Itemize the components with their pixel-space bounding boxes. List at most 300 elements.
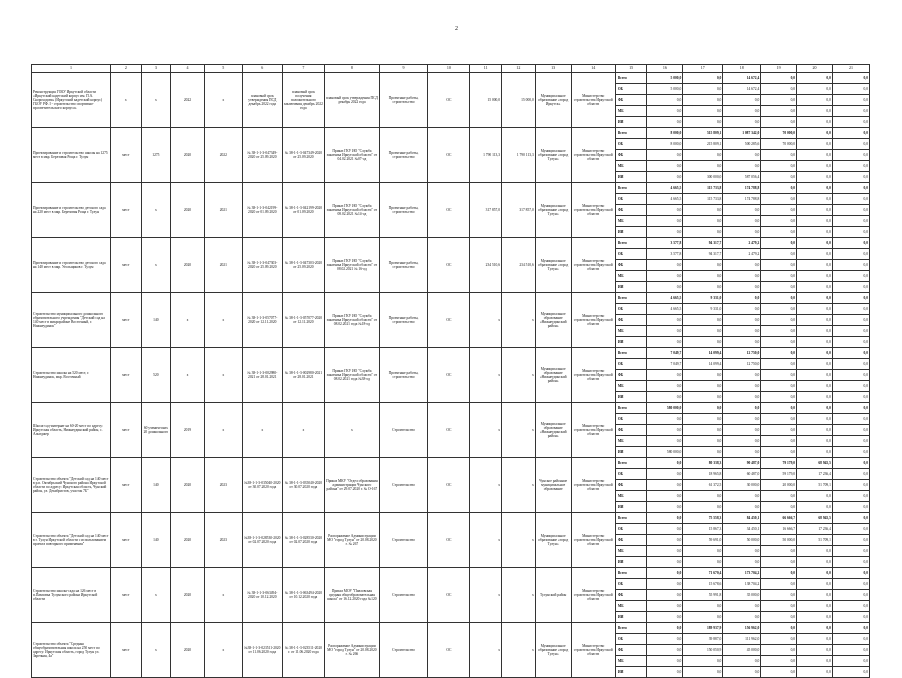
amount-cell: 0,0 [832, 623, 869, 634]
amount-cell: 0,0 [832, 282, 869, 293]
amount-cell: 9 331,0 [683, 304, 723, 315]
work-type-cell: Строительство [379, 623, 427, 678]
table-row [32, 348, 870, 359]
customer-cell: Муниципальное образование «город Иркутск» [535, 73, 571, 128]
amount-cell: 0,0 [797, 436, 833, 447]
amount-cell: 15 867,3 [683, 524, 723, 535]
amount-cell: 0,0 [761, 315, 797, 326]
amount-cell: 0,0 [832, 183, 869, 194]
amount-cell: 0,0 [723, 271, 761, 282]
funding-source-cell: МБ [615, 161, 647, 172]
column-number-cell: 18 [723, 65, 761, 73]
grbs-cell: Министерство строительства Иркутской области [571, 513, 615, 568]
amount-cell: 0,0 [683, 392, 723, 403]
funding-source-cell: МБ [615, 491, 647, 502]
column-number-cell: 4 [171, 65, 205, 73]
amount-cell: 17 236,4 [797, 524, 833, 535]
decision-cell: Приказ ГКУ ИО "Служба заказчика Иркутской области" от 08.02.2021 года №18-од [324, 293, 379, 348]
column-number-cell: 7 [282, 65, 324, 73]
amount-cell: 0,0 [761, 579, 797, 590]
amount-cell: 0,0 [797, 260, 833, 271]
amount-cell: 0,0 [647, 502, 683, 513]
amount-cell: 0,0 [761, 601, 797, 612]
estimated-cost-cell: 1 790 113,3 [470, 128, 502, 183]
amount-cell: 0,0 [723, 260, 761, 271]
unit-cell: мест [111, 348, 142, 403]
amount-cell: 0,0 [761, 667, 797, 678]
amount-cell: 0,0 [797, 249, 833, 260]
amount-cell: 0,0 [761, 359, 797, 370]
funding-source-cell: Всего [615, 568, 647, 579]
end-year-cell: 2021 [204, 238, 242, 293]
amount-cell: 0,0 [797, 293, 833, 304]
column-number-cell: 5 [204, 65, 242, 73]
amount-cell: 0,0 [723, 95, 761, 106]
cost-cell: x [502, 568, 536, 623]
amount-cell: 0,0 [832, 425, 869, 436]
column-number-cell: 3 [141, 65, 171, 73]
funding-source-cell: ФБ [615, 535, 647, 546]
customer-cell: Муниципальное образование «город Тулун» [535, 238, 571, 293]
amount-cell: 5 000,0 [647, 84, 683, 95]
funding-source-cell: Всего [615, 128, 647, 139]
form-cell: ОС [428, 293, 470, 348]
amount-cell: 0,0 [647, 271, 683, 282]
funding-source-cell: МБ [615, 601, 647, 612]
amount-cell: 0,0 [761, 117, 797, 128]
amount-cell: 20 000,0 [761, 480, 797, 491]
amount-cell: 0,0 [647, 557, 683, 568]
column-number-cell: 11 [470, 65, 502, 73]
amount-cell: 0,0 [761, 546, 797, 557]
expertise-cell: № 38-1-1-3-057077-2020 от 12.11.2020 [242, 293, 282, 348]
amount-cell: 0,0 [832, 205, 869, 216]
amount-cell: 0,0 [723, 106, 761, 117]
work-type-cell: Проектные работы, строительство [379, 348, 427, 403]
investment-projects-table [31, 64, 870, 678]
amount-cell: 0,0 [647, 645, 683, 656]
amount-cell: 0,0 [761, 623, 797, 634]
project-name-cell: Реконструкция ГОБУ Иркутской области «Иркутский кадетский корпус им. П.А. Скороходова» (Иркутский кадетский корпус) ГБОУ РФ. I - строительство спортивно-просветительского корпуса» [32, 73, 111, 128]
amount-cell: 0,0 [723, 436, 761, 447]
amount-cell: 0,0 [683, 326, 723, 337]
cost-cell: x [502, 458, 536, 513]
amount-cell: 0,0 [647, 392, 683, 403]
grbs-cell: Министерство строительства Иркутской области [571, 293, 615, 348]
amount-cell: 0,0 [761, 172, 797, 183]
amount-cell: 0,0 [797, 227, 833, 238]
amount-cell: 80 338,3 [683, 458, 723, 469]
amount-cell: 0,0 [761, 194, 797, 205]
amount-cell: 0,0 [761, 348, 797, 359]
amount-cell: 0,0 [723, 392, 761, 403]
column-number-cell: 15 [615, 65, 647, 73]
column-number-row [32, 65, 870, 73]
amount-cell: 500 285,6 [723, 139, 761, 150]
amount-cell: 0,0 [797, 128, 833, 139]
amount-cell: 59 691,0 [683, 535, 723, 546]
funding-source-cell: ОБ [615, 524, 647, 535]
amount-cell: 0,0 [797, 216, 833, 227]
expertise-cell: плановый срок утверждения ПСД декабрь 2022 года [242, 73, 282, 128]
amount-cell: 0,0 [797, 546, 833, 557]
amount-cell: 0,0 [797, 205, 833, 216]
amount-cell: 5 000,0 [647, 73, 683, 84]
amount-cell: 0,0 [647, 469, 683, 480]
amount-cell: 14 099,4 [683, 359, 723, 370]
amount-cell: 0,0 [832, 326, 869, 337]
funding-source-cell: МБ [615, 326, 647, 337]
amount-cell: 12 750,0 [723, 359, 761, 370]
amount-cell: 0,0 [761, 502, 797, 513]
form-cell: ОС [428, 183, 470, 238]
unit-cell: x [111, 73, 142, 128]
amount-cell: 2 479,2 [723, 249, 761, 260]
amount-cell: 0,0 [647, 546, 683, 557]
customer-cell: Муниципальное образование «город Тулун» [535, 128, 571, 183]
amount-cell: 0,0 [723, 557, 761, 568]
customer-cell: Муниципальное образование «город Тулун» [535, 513, 571, 568]
funding-source-cell: Всего [615, 183, 647, 194]
amount-cell: 14 672,4 [723, 84, 761, 95]
end-year-cell: x [204, 568, 242, 623]
estimated-cost-cell: x [470, 623, 502, 678]
amount-cell: 0,0 [797, 590, 833, 601]
column-number-cell: 14 [571, 65, 615, 73]
column-number-cell: 6 [242, 65, 282, 73]
customer-cell: Муниципальное образование «Нижнеудинский район» [535, 348, 571, 403]
amount-cell: 150 050,9 [683, 645, 723, 656]
cost-cell: 15 000,0 [502, 73, 536, 128]
estimated-cost-cell: x [470, 293, 502, 348]
amount-cell: 0,0 [797, 150, 833, 161]
amount-cell: 0,0 [647, 590, 683, 601]
amount-cell: 0,0 [832, 458, 869, 469]
amount-cell: 0,0 [683, 216, 723, 227]
amount-cell: 0,0 [761, 337, 797, 348]
amount-cell: 0,0 [723, 293, 761, 304]
amount-cell: 0,0 [723, 205, 761, 216]
amount-cell: 0,0 [723, 612, 761, 623]
column-number-cell: 2 [111, 65, 142, 73]
amount-cell: 156 962,0 [723, 623, 761, 634]
amount-cell: 0,0 [832, 315, 869, 326]
expertise-cell: № 38-1-1-3-047349-2020 от 25.09.2020 [242, 128, 282, 183]
amount-cell: 0,0 [832, 634, 869, 645]
amount-cell: 0,0 [832, 381, 869, 392]
decision-cell: Распоряжение Администрации МО "город Тулун" от 20.08.2020 г. № 267 [324, 513, 379, 568]
amount-cell: 0,0 [797, 172, 833, 183]
unit-cell: мест [111, 238, 142, 293]
project-name-cell: Строительство объекта "Средняя общеобразовательная школа на 250 мест по адресу: Иркутская область, город Тулун ул. Заречная, 4а" [32, 623, 111, 678]
table-row [32, 128, 870, 139]
amount-cell: 90 487,0 [723, 458, 761, 469]
expertise-cell: №38-1-1-3-035040-2020 от 30.07.2020 года [242, 458, 282, 513]
estimated-cost-cell: x [470, 348, 502, 403]
amount-cell: 0,0 [832, 337, 869, 348]
amount-cell: 0,0 [832, 513, 869, 524]
column-number-cell: 16 [647, 65, 683, 73]
work-type-cell: Проектные работы, строительство [379, 128, 427, 183]
form-cell: ОС [428, 238, 470, 293]
amount-cell: 0,0 [647, 623, 683, 634]
amount-cell: 14 672,4 [723, 73, 761, 84]
estimated-cost-cell: 15 000,0 [470, 73, 502, 128]
form-cell: ОС [428, 73, 470, 128]
amount-cell: 0,0 [761, 392, 797, 403]
decision-cell: Распоряжение Администрации МО "город Тулун" от 20.08.2020 г. № 266 [324, 623, 379, 678]
cost-cell: x [502, 403, 536, 458]
amount-cell: 0,0 [832, 524, 869, 535]
amount-cell: 0,0 [797, 370, 833, 381]
funding-source-cell: МБ [615, 381, 647, 392]
start-year-cell: 2020 [171, 623, 205, 678]
amount-cell: 0,0 [797, 84, 833, 95]
amount-cell: 0,0 [647, 227, 683, 238]
work-type-cell: Проектные работы, строительство [379, 293, 427, 348]
amount-cell: 174 788,8 [723, 183, 761, 194]
amount-cell: 0,0 [761, 161, 797, 172]
amount-cell: 0,0 [761, 447, 797, 458]
amount-cell: 0,0 [832, 447, 869, 458]
amount-cell: 0,0 [761, 106, 797, 117]
start-year-cell: 2020 [171, 183, 205, 238]
amount-cell: 79 179,0 [761, 458, 797, 469]
amount-cell: 0,0 [647, 106, 683, 117]
amount-cell: 0,0 [797, 601, 833, 612]
funding-source-cell: ОБ [615, 634, 647, 645]
expertise-cell: №38-1-1-3-028530-2020 от 02.07.2020 года [242, 513, 282, 568]
amount-cell: 75 558,3 [683, 513, 723, 524]
amount-cell: 0,0 [797, 183, 833, 194]
grbs-cell: Министерство строительства Иркутской области [571, 238, 615, 293]
project-name-cell: Строительство школы-сада на 126 мест в п.Павловка Тулунского района Иркутской области [32, 568, 111, 623]
amount-cell: 0,0 [683, 381, 723, 392]
end-year-cell: x [204, 73, 242, 128]
end-year-cell: 2021 [204, 183, 242, 238]
estimated-cost-cell: x [470, 458, 502, 513]
project-name-cell: Проектирование и строительство детского сада на 220 мест в мкр. Березовая Роща г. Тулун [32, 183, 111, 238]
funding-source-cell: ОБ [615, 414, 647, 425]
amount-cell: 0,0 [683, 271, 723, 282]
work-type-cell: Строительство [379, 568, 427, 623]
amount-cell: 0,0 [797, 392, 833, 403]
amount-cell: 0,0 [761, 282, 797, 293]
amount-cell: 0,0 [761, 326, 797, 337]
amount-cell: 0,0 [683, 370, 723, 381]
amount-cell: 0,0 [647, 414, 683, 425]
amount-cell: 0,0 [647, 491, 683, 502]
amount-cell: 0,0 [683, 436, 723, 447]
amount-cell: 0,0 [797, 106, 833, 117]
unit-cell: мест [111, 403, 142, 458]
amount-cell: 0,0 [723, 667, 761, 678]
amount-cell: 0,0 [647, 337, 683, 348]
form-cell: ОС [428, 348, 470, 403]
amount-cell: 0,0 [832, 612, 869, 623]
amount-cell: 0,0 [832, 238, 869, 249]
column-number-cell: 9 [379, 65, 427, 73]
amount-cell: 0,0 [761, 271, 797, 282]
funding-source-cell: ИИ [615, 282, 647, 293]
amount-cell: 14 099,4 [683, 348, 723, 359]
amount-cell: 0,0 [647, 161, 683, 172]
amount-cell: 0,0 [647, 535, 683, 546]
permit-cell: № 38-1-1-3-028530-2020 от 02.07.2020 года [282, 513, 324, 568]
amount-cell: 0,0 [723, 414, 761, 425]
amount-cell: 0,0 [683, 73, 723, 84]
funding-source-cell: ИИ [615, 227, 647, 238]
capacity-cell: 60 ученических 20 дошкольного [141, 403, 171, 458]
project-name-cell: Проектирование и строительство детского сада на 140 мест в мкр. Угольщиков г. Тулун [32, 238, 111, 293]
amount-cell: 0,0 [761, 249, 797, 260]
capacity-cell: 140 [141, 458, 171, 513]
amount-cell: 0,0 [761, 216, 797, 227]
amount-cell: 0,0 [723, 216, 761, 227]
project-name-cell: Строительство школы на 520 мест, г. Нижнеудинск, мкр. Восточный [32, 348, 111, 403]
table-row [32, 513, 870, 524]
amount-cell: 0,0 [832, 568, 869, 579]
amount-cell: 0,0 [832, 150, 869, 161]
permit-cell: x [282, 403, 324, 458]
amount-cell: 0,0 [797, 326, 833, 337]
amount-cell: 0,0 [723, 491, 761, 502]
funding-source-cell: ОБ [615, 359, 647, 370]
start-year-cell: 2020 [171, 568, 205, 623]
capacity-cell: x [141, 623, 171, 678]
amount-cell: 0,0 [761, 414, 797, 425]
amount-cell: 70 000,0 [761, 128, 797, 139]
amount-cell: 8 000,0 [647, 128, 683, 139]
amount-cell: 0,0 [797, 271, 833, 282]
column-number-cell: 19 [761, 65, 797, 73]
amount-cell: 0,0 [683, 491, 723, 502]
amount-cell: 0,0 [832, 370, 869, 381]
amount-cell: 0,0 [647, 425, 683, 436]
amount-cell: 0,0 [647, 524, 683, 535]
amount-cell: 50 000,0 [761, 535, 797, 546]
amount-cell: 0,0 [761, 645, 797, 656]
amount-cell: 0,0 [761, 260, 797, 271]
amount-cell: 0,0 [832, 106, 869, 117]
amount-cell: 515 809,1 [683, 128, 723, 139]
amount-cell: 0,0 [832, 392, 869, 403]
amount-cell: 580 000,0 [647, 403, 683, 414]
permit-cell: № 38-1-1-3-002980-2021 от 28.01.2021 [282, 348, 324, 403]
amount-cell: 0,0 [683, 84, 723, 95]
column-number-cell: 10 [428, 65, 470, 73]
unit-cell: мест [111, 623, 142, 678]
amount-cell: 51 709,1 [797, 535, 833, 546]
column-number-cell: 8 [324, 65, 379, 73]
cost-cell: x [502, 348, 536, 403]
amount-cell: 0,0 [761, 568, 797, 579]
amount-cell: 0,0 [683, 601, 723, 612]
amount-cell: 0,0 [647, 667, 683, 678]
amount-cell: 18 965,8 [683, 469, 723, 480]
amount-cell: 0,0 [797, 667, 833, 678]
amount-cell: 0,0 [723, 315, 761, 326]
amount-cell: 0,0 [761, 95, 797, 106]
amount-cell: 0,0 [723, 227, 761, 238]
amount-cell: 0,0 [647, 326, 683, 337]
amount-cell: 0,0 [832, 293, 869, 304]
amount-cell: 39 887,0 [683, 634, 723, 645]
funding-source-cell: ФБ [615, 645, 647, 656]
amount-cell: 2 479,2 [723, 238, 761, 249]
amount-cell: 0,0 [647, 172, 683, 183]
work-type-cell: Проектные работы, строительство [379, 238, 427, 293]
funding-source-cell: Всего [615, 238, 647, 249]
permit-cell: № 38-1-1-3-063494-2020 от 10.12.2020 года [282, 568, 324, 623]
amount-cell: 0,0 [761, 227, 797, 238]
amount-cell: 0,0 [723, 502, 761, 513]
amount-cell: 0,0 [797, 403, 833, 414]
amount-cell: 0,0 [723, 447, 761, 458]
estimated-cost-cell: x [470, 568, 502, 623]
start-year-cell: x [171, 348, 205, 403]
capacity-cell: 140 [141, 293, 171, 348]
cost-cell: 317 857,0 [502, 183, 536, 238]
amount-cell: 59 179,0 [761, 469, 797, 480]
amount-cell: 0,0 [832, 667, 869, 678]
amount-cell: 30 000,0 [723, 480, 761, 491]
amount-cell: 50 000,0 [723, 535, 761, 546]
amount-cell: 0,0 [832, 436, 869, 447]
amount-cell: 0,0 [832, 579, 869, 590]
amount-cell: 4 665,5 [647, 293, 683, 304]
amount-cell: 0,0 [832, 414, 869, 425]
amount-cell: 0,0 [683, 425, 723, 436]
start-year-cell: 2019 [171, 403, 205, 458]
funding-source-cell: Всего [615, 73, 647, 84]
funding-source-cell: ОБ [615, 579, 647, 590]
amount-cell: 1 087 342,0 [723, 128, 761, 139]
table-row [32, 568, 870, 579]
amount-cell: 115 733,8 [683, 194, 723, 205]
amount-cell: 0,0 [647, 370, 683, 381]
amount-cell: 0,0 [647, 612, 683, 623]
amount-cell: 0,0 [647, 436, 683, 447]
amount-cell: 0,0 [797, 359, 833, 370]
amount-cell: 0,0 [647, 150, 683, 161]
funding-source-cell: ФБ [615, 590, 647, 601]
amount-cell: 0,0 [647, 513, 683, 524]
amount-cell: 0,0 [797, 139, 833, 150]
amount-cell: 0,0 [683, 315, 723, 326]
funding-source-cell: ОБ [615, 469, 647, 480]
table-row [32, 183, 870, 194]
estimated-cost-cell: 317 857,0 [470, 183, 502, 238]
amount-cell: 0,0 [723, 326, 761, 337]
customer-cell: Муниципальное образование «город Тулун» [535, 183, 571, 238]
amount-cell: 0,0 [797, 612, 833, 623]
amount-cell: 0,0 [683, 150, 723, 161]
amount-cell: 0,0 [832, 491, 869, 502]
grbs-cell: Министерство строительства Иркутской области [571, 458, 615, 513]
funding-source-cell: ИИ [615, 392, 647, 403]
amount-cell: 0,0 [683, 337, 723, 348]
funding-source-cell: ФБ [615, 480, 647, 491]
amount-cell: 0,0 [683, 282, 723, 293]
end-year-cell: x [204, 403, 242, 458]
amount-cell: 0,0 [797, 95, 833, 106]
funding-source-cell: Всего [615, 403, 647, 414]
amount-cell: 0,0 [761, 634, 797, 645]
amount-cell: 0,0 [797, 447, 833, 458]
customer-cell: Чунское районное муниципальное образование [535, 458, 571, 513]
funding-source-cell: ФБ [615, 260, 647, 271]
